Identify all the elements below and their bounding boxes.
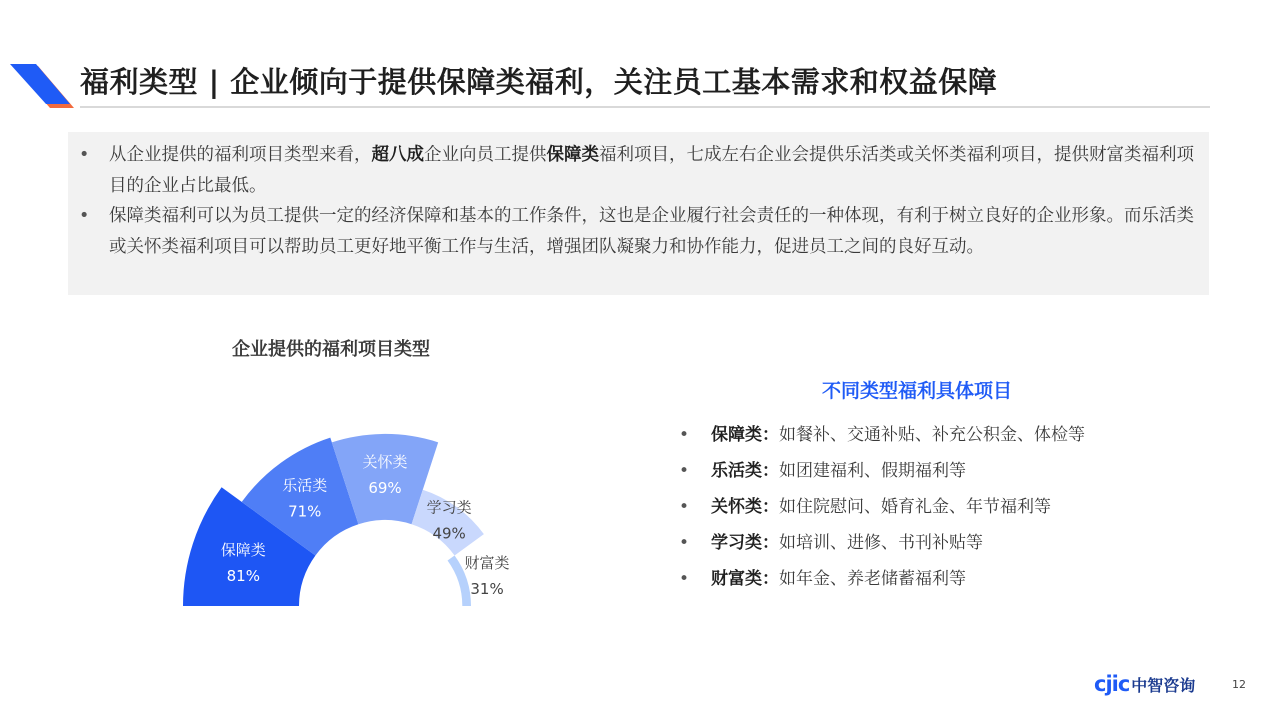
details-text: 如餐补、交通补贴、补充公积金、体检等: [779, 425, 1085, 445]
summary-panel: [68, 132, 1209, 295]
details-item: [679, 417, 1085, 453]
details-text: 如团建福利、假期福利等: [779, 461, 966, 481]
segment-value-label: 81%: [226, 566, 260, 585]
brand-logo-en: cjic: [1094, 672, 1130, 696]
details-list: [679, 417, 1085, 597]
brand-logo-cn: 中智咨询: [1131, 676, 1196, 695]
segment-category-label: 乐活类: [282, 476, 328, 495]
summary-text: 从企业提供的福利项目类型来看，: [109, 145, 372, 165]
details-category: 财富类：: [711, 569, 779, 589]
details-category: 关怀类：: [711, 497, 779, 517]
segment-category-label: 保障类: [220, 540, 266, 559]
rose-chart: [150, 395, 530, 610]
page-number: 12: [1232, 678, 1246, 691]
details-item: [679, 561, 1085, 597]
segment-value-label: 49%: [432, 524, 466, 543]
segment-category-label: 学习类: [426, 498, 472, 517]
logo-mark-icon: [8, 62, 74, 108]
details-item: [679, 453, 1085, 489]
summary-highlight: 保障类: [546, 145, 599, 165]
segment-value-label: 71%: [288, 502, 322, 521]
details-category: 保障类：: [711, 425, 779, 445]
summary-bullet-2: • 保障类福利可以为员工提供一定的经济保障和基本的工作条件，这也是企业履行社会责任的一种体现，有利于树立良好的企业形象。而乐活类或关怀类福利项目可以帮助员工更好地平衡工作与生活，增强团队凝聚力和协作能力，促进员工之间的良好互动。: [68, 201, 1195, 262]
segment-category-label: 关怀类: [362, 452, 408, 471]
details-item: [679, 489, 1085, 525]
summary-highlight: 超八成: [371, 145, 424, 165]
segment-category-label: 财富类: [464, 553, 510, 572]
summary-text: 企业向员工提供: [424, 145, 547, 165]
segment-value-label: 69%: [368, 478, 402, 497]
details-title: 不同类型福利具体项目: [822, 380, 1013, 402]
details-category: 乐活类：: [711, 461, 779, 481]
details-category: 学习类：: [711, 533, 779, 553]
details-text: 如培训、进修、书刊补贴等: [779, 533, 983, 553]
details-text: 如年金、养老储蓄福利等: [779, 569, 966, 589]
summary-bullet-1: [68, 140, 1195, 201]
details-text: 如住院慰问、婚育礼金、年节福利等: [779, 497, 1051, 517]
chart-title: 企业提供的福利项目类型: [232, 339, 430, 360]
summary-text: 福利项目，七成左右企业会提供乐活类或关怀类福利项目，提供财富类福利项目的企业占比最低。: [109, 145, 1194, 196]
details-item: [679, 525, 1085, 561]
page-title: 福利类型 | 企业倾向于提供保障类福利，关注员工基本需求和权益保障: [80, 65, 998, 99]
segment-value-label: 31%: [470, 579, 504, 598]
brand-logo: [1094, 672, 1195, 696]
title-divider: [80, 106, 1210, 108]
